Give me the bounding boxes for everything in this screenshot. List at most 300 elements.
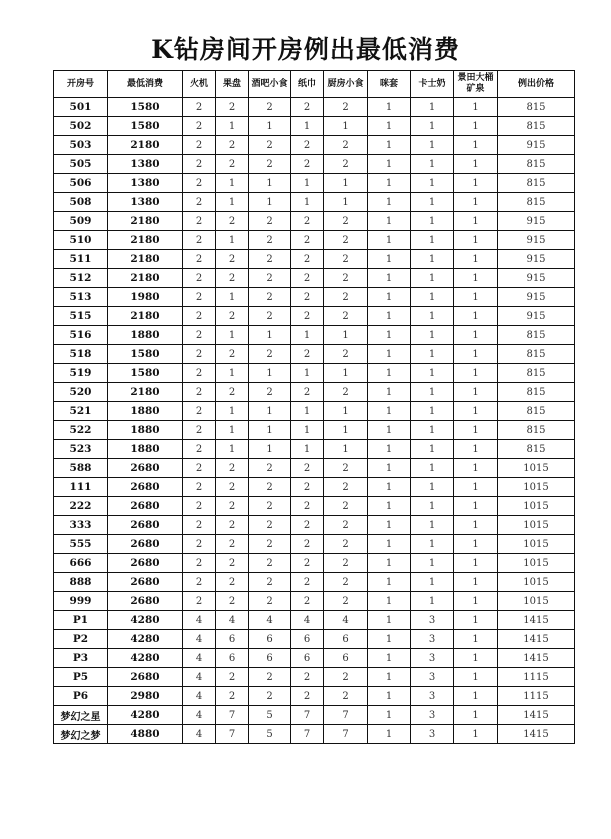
kitchen-snacks-qty: 2 — [324, 269, 368, 288]
kitchen-snacks-qty: 2 — [324, 212, 368, 231]
kashi-milk-qty: 1 — [411, 440, 454, 459]
room-number: 511 — [54, 250, 108, 269]
kashi-milk-qty: 3 — [411, 706, 454, 725]
tissue-qty: 2 — [291, 98, 324, 117]
min-consumption: 2180 — [108, 383, 183, 402]
listed-price: 915 — [498, 136, 575, 155]
mic-cover-qty: 1 — [368, 288, 411, 307]
jingtian-water-qty: 1 — [454, 440, 498, 459]
jingtian-water-qty: 1 — [454, 402, 498, 421]
kashi-milk-qty: 1 — [411, 516, 454, 535]
kitchen-snacks-qty: 2 — [324, 573, 368, 592]
listed-price: 815 — [498, 402, 575, 421]
lighter-qty: 2 — [183, 440, 216, 459]
kitchen-snacks-qty: 2 — [324, 554, 368, 573]
bar-snacks-qty: 1 — [249, 174, 291, 193]
mic-cover-qty: 1 — [368, 193, 411, 212]
lighter-qty: 2 — [183, 535, 216, 554]
room-number: 999 — [54, 592, 108, 611]
mic-cover-qty: 1 — [368, 250, 411, 269]
kitchen-snacks-qty: 2 — [324, 288, 368, 307]
jingtian-water-qty: 1 — [454, 193, 498, 212]
fruit-plate-qty: 2 — [216, 98, 249, 117]
mic-cover-qty: 1 — [368, 535, 411, 554]
table-row — [54, 611, 575, 630]
room-number: 505 — [54, 155, 108, 174]
bar-snacks-qty: 2 — [249, 573, 291, 592]
header-lighter: 火机 — [183, 71, 216, 98]
min-consumption: 2180 — [108, 307, 183, 326]
min-consumption: 4880 — [108, 725, 183, 744]
kitchen-snacks-qty: 7 — [324, 706, 368, 725]
table-row — [54, 687, 575, 706]
bar-snacks-qty: 1 — [249, 193, 291, 212]
table-row — [54, 269, 575, 288]
mic-cover-qty: 1 — [368, 478, 411, 497]
min-consumption: 1880 — [108, 326, 183, 345]
mic-cover-qty: 1 — [368, 402, 411, 421]
kashi-milk-qty: 1 — [411, 98, 454, 117]
min-consumption: 2180 — [108, 212, 183, 231]
listed-price: 815 — [498, 193, 575, 212]
jingtian-water-qty: 1 — [454, 592, 498, 611]
jingtian-water-qty: 1 — [454, 421, 498, 440]
room-number: 588 — [54, 459, 108, 478]
min-consumption: 1580 — [108, 117, 183, 136]
jingtian-water-qty: 1 — [454, 231, 498, 250]
tissue-qty: 6 — [291, 649, 324, 668]
room-number: 666 — [54, 554, 108, 573]
min-consumption: 2680 — [108, 573, 183, 592]
mic-cover-qty: 1 — [368, 364, 411, 383]
listed-price: 1415 — [498, 630, 575, 649]
room-number: 512 — [54, 269, 108, 288]
room-number: 520 — [54, 383, 108, 402]
table-row — [54, 706, 575, 725]
kashi-milk-qty: 1 — [411, 212, 454, 231]
fruit-plate-qty: 2 — [216, 573, 249, 592]
min-consumption: 1380 — [108, 155, 183, 174]
listed-price: 1015 — [498, 516, 575, 535]
listed-price: 815 — [498, 117, 575, 136]
table-row — [54, 231, 575, 250]
lighter-qty: 2 — [183, 459, 216, 478]
room-number: P5 — [54, 668, 108, 687]
table-row — [54, 136, 575, 155]
lighter-qty: 2 — [183, 250, 216, 269]
kashi-milk-qty: 1 — [411, 402, 454, 421]
room-number: 521 — [54, 402, 108, 421]
lighter-qty: 4 — [183, 630, 216, 649]
kitchen-snacks-qty: 2 — [324, 250, 368, 269]
bar-snacks-qty: 2 — [249, 231, 291, 250]
kashi-milk-qty: 1 — [411, 478, 454, 497]
mic-cover-qty: 1 — [368, 687, 411, 706]
room-number: 888 — [54, 573, 108, 592]
lighter-qty: 2 — [183, 231, 216, 250]
jingtian-water-qty: 1 — [454, 497, 498, 516]
fruit-plate-qty: 1 — [216, 231, 249, 250]
jingtian-water-qty: 1 — [454, 383, 498, 402]
jingtian-water-qty: 1 — [454, 136, 498, 155]
jingtian-water-qty: 1 — [454, 117, 498, 136]
table-row — [54, 155, 575, 174]
fruit-plate-qty: 2 — [216, 269, 249, 288]
bar-snacks-qty: 1 — [249, 364, 291, 383]
jingtian-water-qty: 1 — [454, 649, 498, 668]
jingtian-water-qty: 1 — [454, 345, 498, 364]
listed-price: 1015 — [498, 573, 575, 592]
listed-price: 1015 — [498, 497, 575, 516]
lighter-qty: 4 — [183, 687, 216, 706]
room-number: 222 — [54, 497, 108, 516]
bar-snacks-qty: 2 — [249, 155, 291, 174]
mic-cover-qty: 1 — [368, 706, 411, 725]
fruit-plate-qty: 2 — [216, 136, 249, 155]
kashi-milk-qty: 1 — [411, 459, 454, 478]
kitchen-snacks-qty: 2 — [324, 136, 368, 155]
room-number: P1 — [54, 611, 108, 630]
header-fruit-plate: 果盘 — [216, 71, 249, 98]
listed-price: 915 — [498, 212, 575, 231]
kitchen-snacks-qty: 2 — [324, 687, 368, 706]
fruit-plate-qty: 2 — [216, 592, 249, 611]
kashi-milk-qty: 3 — [411, 630, 454, 649]
bar-snacks-qty: 2 — [249, 478, 291, 497]
bar-snacks-qty: 2 — [249, 212, 291, 231]
fruit-plate-qty: 2 — [216, 497, 249, 516]
tissue-qty: 1 — [291, 364, 324, 383]
table-row — [54, 630, 575, 649]
bar-snacks-qty: 2 — [249, 459, 291, 478]
table-row — [54, 421, 575, 440]
lighter-qty: 2 — [183, 573, 216, 592]
min-consumption: 1880 — [108, 440, 183, 459]
header-kashi-milk: 卡士奶 — [411, 71, 454, 98]
bar-snacks-qty: 5 — [249, 725, 291, 744]
room-number: 522 — [54, 421, 108, 440]
min-consumption: 2680 — [108, 592, 183, 611]
fruit-plate-qty: 1 — [216, 402, 249, 421]
fruit-plate-qty: 2 — [216, 554, 249, 573]
fruit-plate-qty: 6 — [216, 649, 249, 668]
lighter-qty: 2 — [183, 155, 216, 174]
kitchen-snacks-qty: 1 — [324, 440, 368, 459]
lighter-qty: 4 — [183, 611, 216, 630]
fruit-plate-qty: 4 — [216, 611, 249, 630]
kitchen-snacks-qty: 1 — [324, 402, 368, 421]
mic-cover-qty: 1 — [368, 554, 411, 573]
mic-cover-qty: 1 — [368, 231, 411, 250]
lighter-qty: 2 — [183, 174, 216, 193]
tissue-qty: 2 — [291, 250, 324, 269]
kitchen-snacks-qty: 1 — [324, 326, 368, 345]
kashi-milk-qty: 3 — [411, 649, 454, 668]
tissue-qty: 2 — [291, 212, 324, 231]
bar-snacks-qty: 2 — [249, 554, 291, 573]
lighter-qty: 4 — [183, 706, 216, 725]
bar-snacks-qty: 2 — [249, 98, 291, 117]
jingtian-water-qty: 1 — [454, 307, 498, 326]
tissue-qty: 2 — [291, 478, 324, 497]
fruit-plate-qty: 2 — [216, 250, 249, 269]
listed-price: 815 — [498, 326, 575, 345]
jingtian-water-qty: 1 — [454, 212, 498, 231]
room-number: 555 — [54, 535, 108, 554]
bar-snacks-qty: 4 — [249, 611, 291, 630]
bar-snacks-qty: 1 — [249, 421, 291, 440]
listed-price: 815 — [498, 364, 575, 383]
min-consumption: 2180 — [108, 136, 183, 155]
table-row — [54, 535, 575, 554]
kashi-milk-qty: 1 — [411, 383, 454, 402]
bar-snacks-qty: 2 — [249, 592, 291, 611]
mic-cover-qty: 1 — [368, 630, 411, 649]
bar-snacks-qty: 2 — [249, 307, 291, 326]
mic-cover-qty: 1 — [368, 117, 411, 136]
jingtian-water-qty: 1 — [454, 554, 498, 573]
jingtian-water-qty: 1 — [454, 98, 498, 117]
bar-snacks-qty: 5 — [249, 706, 291, 725]
table-row — [54, 212, 575, 231]
min-consumption: 1980 — [108, 288, 183, 307]
lighter-qty: 2 — [183, 269, 216, 288]
listed-price: 1015 — [498, 459, 575, 478]
bar-snacks-qty: 1 — [249, 440, 291, 459]
fruit-plate-qty: 2 — [216, 383, 249, 402]
room-number: 518 — [54, 345, 108, 364]
listed-price: 815 — [498, 155, 575, 174]
document-title: K钻房间开房例出最低消费 — [151, 35, 460, 64]
listed-price: 915 — [498, 288, 575, 307]
table-body — [54, 98, 575, 744]
tissue-qty: 2 — [291, 136, 324, 155]
table-row — [54, 497, 575, 516]
tissue-qty: 2 — [291, 231, 324, 250]
kitchen-snacks-qty: 1 — [324, 421, 368, 440]
listed-price: 1015 — [498, 554, 575, 573]
tissue-qty: 2 — [291, 307, 324, 326]
lighter-qty: 2 — [183, 136, 216, 155]
kashi-milk-qty: 1 — [411, 421, 454, 440]
bar-snacks-qty: 2 — [249, 668, 291, 687]
lighter-qty: 2 — [183, 326, 216, 345]
kitchen-snacks-qty: 2 — [324, 231, 368, 250]
mic-cover-qty: 1 — [368, 269, 411, 288]
mic-cover-qty: 1 — [368, 307, 411, 326]
fruit-plate-qty: 2 — [216, 478, 249, 497]
min-consumption: 4280 — [108, 706, 183, 725]
min-consumption: 4280 — [108, 649, 183, 668]
kitchen-snacks-qty: 2 — [324, 307, 368, 326]
listed-price: 1415 — [498, 649, 575, 668]
mic-cover-qty: 1 — [368, 611, 411, 630]
min-consumption: 4280 — [108, 630, 183, 649]
room-number: P6 — [54, 687, 108, 706]
min-consumption: 2180 — [108, 231, 183, 250]
table-row — [54, 649, 575, 668]
listed-price: 1015 — [498, 535, 575, 554]
header-listed-price: 例出价格 — [498, 71, 575, 98]
mic-cover-qty: 1 — [368, 459, 411, 478]
fruit-plate-qty: 2 — [216, 668, 249, 687]
jingtian-water-qty: 1 — [454, 326, 498, 345]
bar-snacks-qty: 1 — [249, 117, 291, 136]
tissue-qty: 1 — [291, 402, 324, 421]
lighter-qty: 2 — [183, 402, 216, 421]
kitchen-snacks-qty: 6 — [324, 649, 368, 668]
mic-cover-qty: 1 — [368, 725, 411, 744]
listed-price: 1415 — [498, 706, 575, 725]
fruit-plate-qty: 1 — [216, 174, 249, 193]
min-consumption: 1580 — [108, 364, 183, 383]
listed-price: 815 — [498, 98, 575, 117]
room-number: 519 — [54, 364, 108, 383]
fruit-plate-qty: 2 — [216, 155, 249, 174]
tissue-qty: 2 — [291, 459, 324, 478]
tissue-qty: 2 — [291, 497, 324, 516]
room-number: 509 — [54, 212, 108, 231]
lighter-qty: 2 — [183, 421, 216, 440]
kashi-milk-qty: 1 — [411, 136, 454, 155]
kitchen-snacks-qty: 2 — [324, 98, 368, 117]
table-row — [54, 383, 575, 402]
min-consumption: 2180 — [108, 250, 183, 269]
tissue-qty: 2 — [291, 345, 324, 364]
fruit-plate-qty: 7 — [216, 725, 249, 744]
mic-cover-qty: 1 — [368, 649, 411, 668]
tissue-qty: 2 — [291, 554, 324, 573]
fruit-plate-qty: 1 — [216, 421, 249, 440]
header-mic-cover: 咪套 — [368, 71, 411, 98]
listed-price: 915 — [498, 250, 575, 269]
jingtian-water-qty: 1 — [454, 535, 498, 554]
tissue-qty: 2 — [291, 155, 324, 174]
kitchen-snacks-qty: 6 — [324, 630, 368, 649]
listed-price: 915 — [498, 269, 575, 288]
kashi-milk-qty: 1 — [411, 231, 454, 250]
bar-snacks-qty: 2 — [249, 288, 291, 307]
tissue-qty: 7 — [291, 706, 324, 725]
tissue-qty: 2 — [291, 687, 324, 706]
room-number: 梦幻之星 — [54, 706, 108, 725]
mic-cover-qty: 1 — [368, 345, 411, 364]
jingtian-water-qty: 1 — [454, 725, 498, 744]
table-row — [54, 440, 575, 459]
tissue-qty: 4 — [291, 611, 324, 630]
kitchen-snacks-qty: 2 — [324, 497, 368, 516]
lighter-qty: 2 — [183, 478, 216, 497]
kashi-milk-qty: 1 — [411, 326, 454, 345]
bar-snacks-qty: 1 — [249, 402, 291, 421]
mic-cover-qty: 1 — [368, 326, 411, 345]
tissue-qty: 2 — [291, 668, 324, 687]
room-number: 梦幻之梦 — [54, 725, 108, 744]
min-consumption: 2680 — [108, 535, 183, 554]
kashi-milk-qty: 1 — [411, 174, 454, 193]
listed-price: 915 — [498, 307, 575, 326]
lighter-qty: 2 — [183, 592, 216, 611]
min-consumption: 1880 — [108, 402, 183, 421]
fruit-plate-qty: 2 — [216, 516, 249, 535]
tissue-qty: 1 — [291, 326, 324, 345]
lighter-qty: 2 — [183, 345, 216, 364]
bar-snacks-qty: 2 — [249, 250, 291, 269]
kashi-milk-qty: 1 — [411, 250, 454, 269]
table-row — [54, 117, 575, 136]
kashi-milk-qty: 3 — [411, 668, 454, 687]
fruit-plate-qty: 1 — [216, 193, 249, 212]
listed-price: 815 — [498, 174, 575, 193]
room-number: 333 — [54, 516, 108, 535]
min-consumption: 1380 — [108, 193, 183, 212]
jingtian-water-qty: 1 — [454, 459, 498, 478]
lighter-qty: 4 — [183, 649, 216, 668]
tissue-qty: 1 — [291, 117, 324, 136]
fruit-plate-qty: 1 — [216, 364, 249, 383]
min-consumption: 1880 — [108, 421, 183, 440]
listed-price: 815 — [498, 345, 575, 364]
table-row — [54, 554, 575, 573]
jingtian-water-qty: 1 — [454, 478, 498, 497]
jingtian-water-qty: 1 — [454, 250, 498, 269]
lighter-qty: 4 — [183, 725, 216, 744]
kitchen-snacks-qty: 2 — [324, 345, 368, 364]
kitchen-snacks-qty: 1 — [324, 193, 368, 212]
table-row — [54, 478, 575, 497]
fruit-plate-qty: 1 — [216, 117, 249, 136]
listed-price: 815 — [498, 440, 575, 459]
kashi-milk-qty: 1 — [411, 288, 454, 307]
lighter-qty: 2 — [183, 497, 216, 516]
table-row — [54, 326, 575, 345]
table-row — [54, 288, 575, 307]
min-consumption: 1580 — [108, 345, 183, 364]
fruit-plate-qty: 7 — [216, 706, 249, 725]
mic-cover-qty: 1 — [368, 440, 411, 459]
table-row — [54, 725, 575, 744]
tissue-qty: 2 — [291, 573, 324, 592]
header-min-consumption: 最低消费 — [108, 71, 183, 98]
lighter-qty: 2 — [183, 516, 216, 535]
minimum-consumption-table — [53, 70, 575, 744]
kashi-milk-qty: 3 — [411, 687, 454, 706]
mic-cover-qty: 1 — [368, 573, 411, 592]
lighter-qty: 2 — [183, 117, 216, 136]
lighter-qty: 4 — [183, 668, 216, 687]
mic-cover-qty: 1 — [368, 174, 411, 193]
tissue-qty: 2 — [291, 269, 324, 288]
kashi-milk-qty: 1 — [411, 269, 454, 288]
room-number: 513 — [54, 288, 108, 307]
min-consumption: 4280 — [108, 611, 183, 630]
room-number: 502 — [54, 117, 108, 136]
bar-snacks-qty: 2 — [249, 383, 291, 402]
kashi-milk-qty: 1 — [411, 307, 454, 326]
lighter-qty: 2 — [183, 364, 216, 383]
room-number: P2 — [54, 630, 108, 649]
bar-snacks-qty: 2 — [249, 687, 291, 706]
table-row — [54, 98, 575, 117]
mic-cover-qty: 1 — [368, 497, 411, 516]
jingtian-water-qty: 1 — [454, 269, 498, 288]
fruit-plate-qty: 2 — [216, 212, 249, 231]
tissue-qty: 2 — [291, 592, 324, 611]
kitchen-snacks-qty: 2 — [324, 459, 368, 478]
bar-snacks-qty: 2 — [249, 516, 291, 535]
listed-price: 1015 — [498, 478, 575, 497]
kitchen-snacks-qty: 2 — [324, 668, 368, 687]
